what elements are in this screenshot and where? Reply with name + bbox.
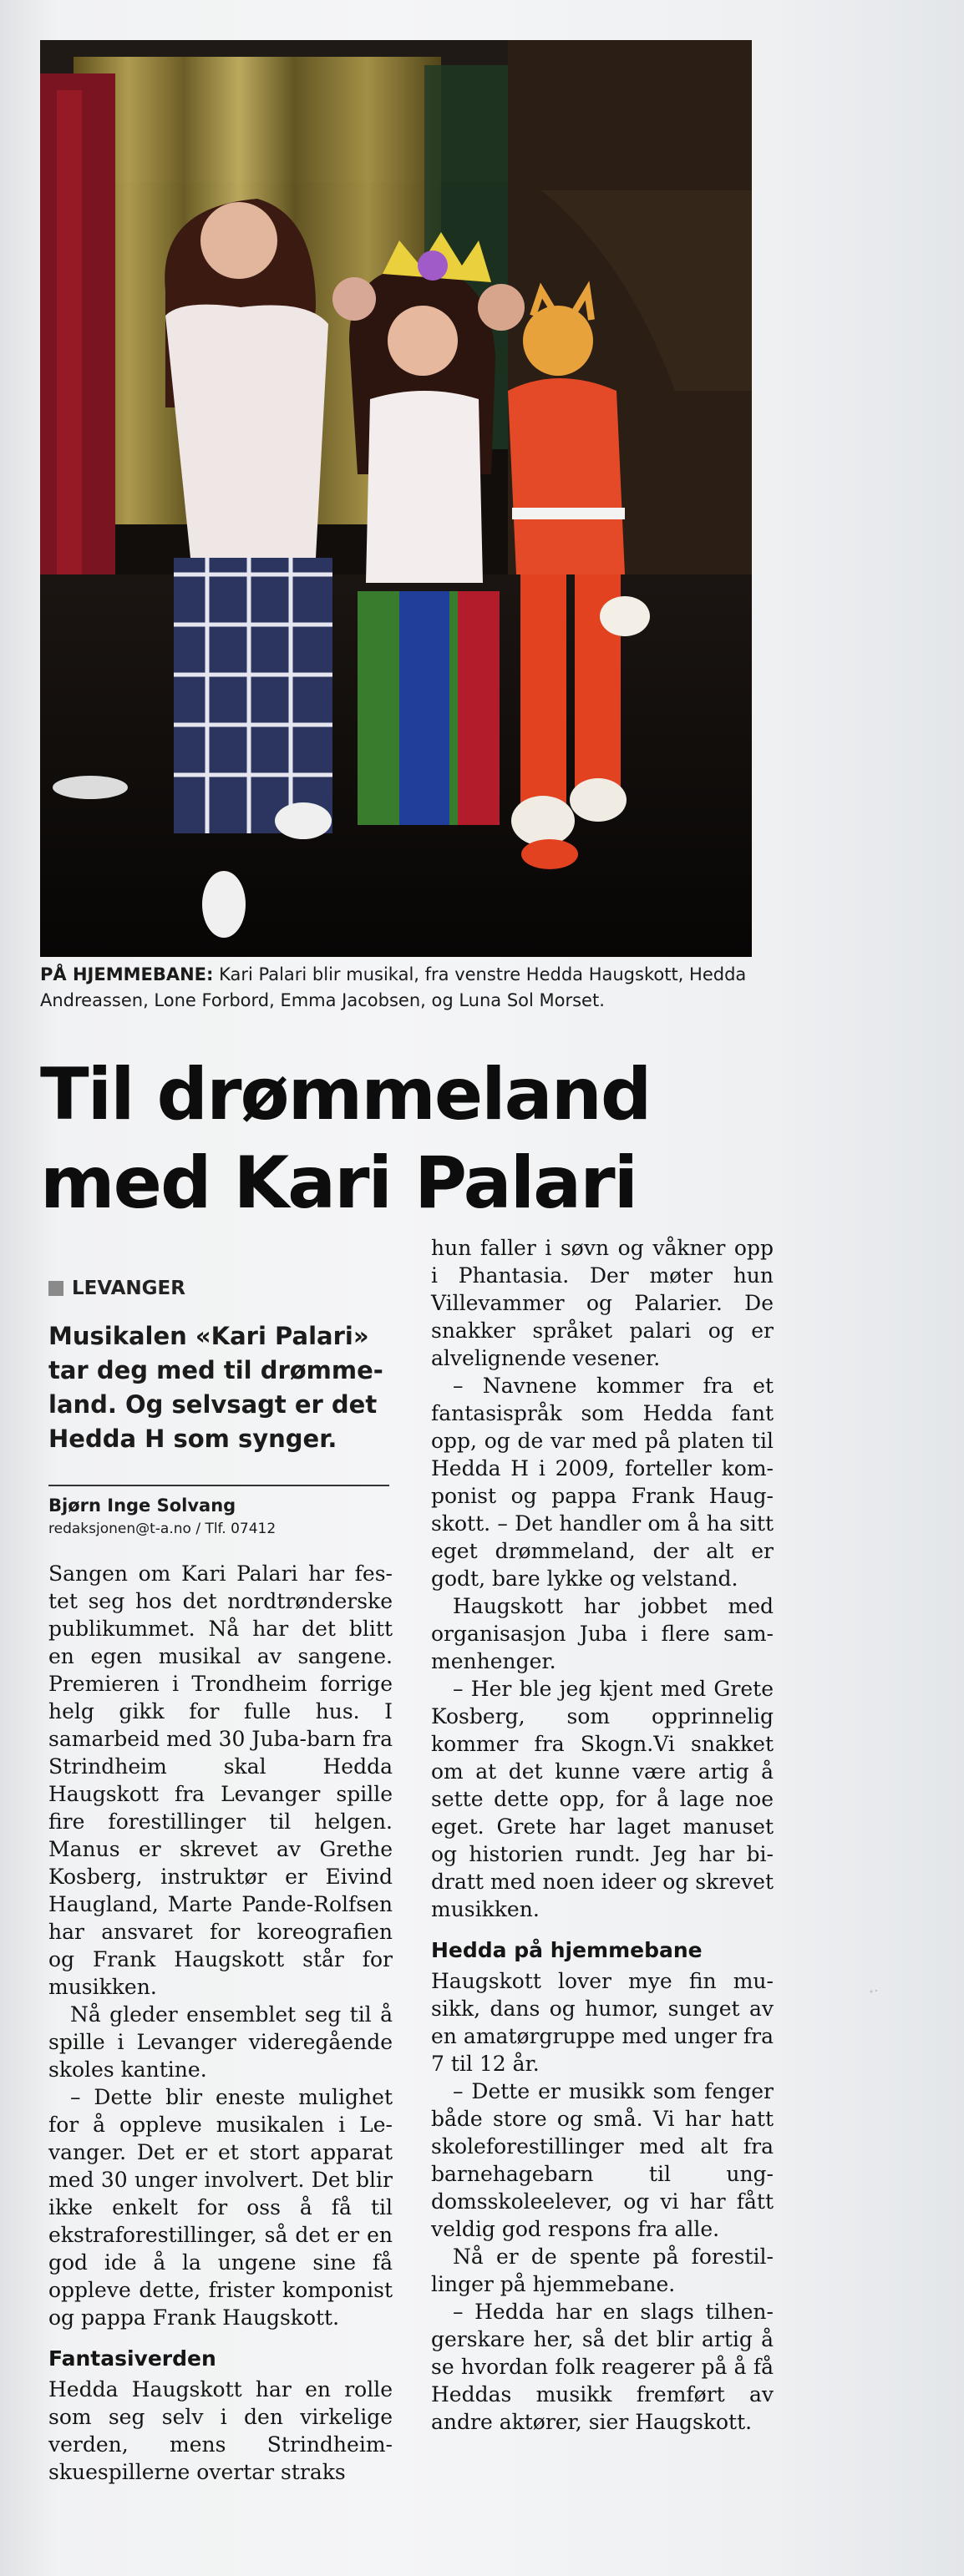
subheading-fantasiverden: Fantasiverden	[48, 2346, 216, 2371]
byline-contact: redaksjonen@t-a.no / Tlf. 07412	[48, 1521, 277, 1537]
article-photo	[40, 40, 752, 957]
headline	[40, 1050, 792, 1227]
paragraph: Nå er de spente på forestillinger på hjemmebane.	[431, 2245, 774, 2296]
stage-photo-illustration	[40, 40, 752, 957]
paragraph: – Her ble jeg kjent med Grete Kosberg, som opprinnelig kommer fra Skogn.Vi snakket om at det kunne være artig å sette dette opp, for å lage noe eget. Grete har laget manuset og historien rundt. Jeg har bidratt med noen ideer og skrevet musikken.	[431, 1677, 774, 1921]
subheading-hedda-pa-hjemmebane: Hedda på hjemmebane	[431, 1938, 703, 1962]
ingress: Musikalen «Kari Palari» tar deg med til drømme-land. Og selvsagt er det Hedda H som synger.	[48, 1322, 383, 1453]
paragraph: hun faller i søvn og våkner opp i Phantasia. Der møter hun Villevammer og Palarier. De snakker språket palari og er alvelignende vesener.	[431, 1236, 774, 1370]
paragraph: Nå gleder ensemblet seg til å spille i Levanger videregående skoles kantine.	[48, 2002, 393, 2082]
kicker-label: LEVANGER	[72, 1278, 185, 1299]
article-column-2	[431, 1234, 774, 2436]
photo-caption	[40, 962, 759, 1014]
kicker-square-icon	[48, 1281, 63, 1296]
byline-author: Bjørn Inge Solvang	[48, 1495, 236, 1516]
caption-text: Kari Palari blir musikal, fra venstre Hedda Haugskott, Hedda Andreassen, Lone Forbord, Emma Jacobsen, og Luna Sol Morset.	[40, 964, 747, 1010]
caption-lead: PÅ HJEMMEBANE:	[40, 964, 214, 984]
headline-line-2: med Kari Palari	[40, 1141, 637, 1225]
paragraph: – Hedda har en slags tilhengerskare her, så det blir artig å se hvordan folk reagerer på å få Heddas musikk fremført av andre aktører, sier Haugskott.	[431, 2300, 774, 2434]
paper-speck	[869, 1987, 880, 1996]
byline-divider	[48, 1485, 389, 1486]
paragraph: Sangen om Kari Palari har festet seg hos det nordtrønderske publikummet. Nå har det blitt en egen musikal av sangene. Premieren i Trondheim forrige helg gikk for fulle hus. I samarbeid med 30 Juba-barn fra Strindheim skal Hedda Haugskott fra Levanger spille fire forestillinger til helgen. Manus er skrevet av Grethe Kosberg, instruktør er Eivind Haugland, Marte Pande-Rolfsen har ansvaret for koreografien og Frank Haugskott står for musikken.	[48, 1561, 393, 1999]
paragraph: – Dette er musikk som fenger både store og små. Vi har hatt skoleforestillinger med alt fra barnehagebarn til ungdomsskoleelever, og vi har fått veldig god respons fra alle.	[431, 2079, 774, 2241]
article-column-1	[48, 1560, 393, 2486]
byline	[48, 1493, 399, 1540]
paragraph: Haugskott lover mye fin musikk, dans og humor, sunget av en amatørgruppe med unger fra 7 til 12 år.	[431, 1969, 774, 2076]
headline-line-1: Til drømmeland	[40, 1053, 651, 1136]
paragraph: Hedda Haugskott har en rolle som seg selv i den virkelige verden, mens Strindheimskuespillerne overtar straks	[48, 2377, 393, 2484]
paragraph: Haugskott har jobbet med organisasjon Juba i flere sammenhenger.	[431, 1594, 774, 1673]
paragraph: – Dette blir eneste mulighet for å oppleve musikalen i Levanger. Det er et stort apparat med 30 unger involvert. Det blir ikke enkelt for oss å få til ekstraforestillinger, så det er en god ide å la ungene sine få oppleve dette, frister komponist og pappa Frank Haugskott.	[48, 2085, 393, 2330]
paragraph: – Navnene kommer fra et fantasispråk som Hedda fant opp, og de var med på platen til Hedda H i 2009, forteller komponist og pappa Frank Haugskott. – Det handler om å ha sitt eget drømmeland, der alt er godt, bare lykke og velstand.	[431, 1374, 774, 1591]
kicker	[48, 1278, 185, 1299]
